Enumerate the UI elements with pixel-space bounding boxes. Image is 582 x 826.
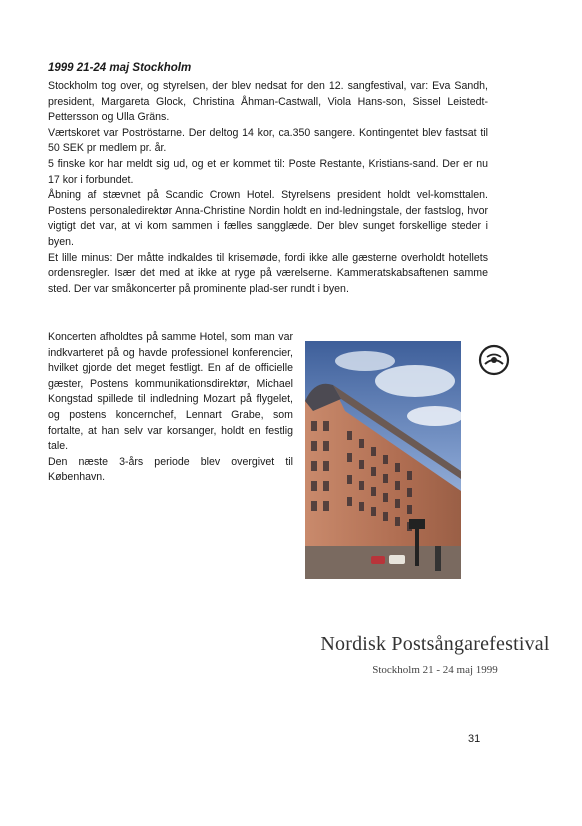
paragraph-opening: Åbning af stævnet på Scandic Crown Hotel. Styrelsens president holdt vel-komsttalen. Postens personaledirektør Anna-Christine Nordin holdt en ind-ledningstale, der fastslog, hvor vigtigt det var, at vi kom sammen i fælles sangglæde. Der blev sunget forskellige steder i byen. <box>48 189 488 248</box>
section-heading: 1999 21-24 maj Stockholm <box>48 62 192 74</box>
festival-emblem-icon <box>477 343 511 377</box>
main-text <box>48 79 488 297</box>
festival-subtitle: Stockholm 21 - 24 maj 1999 <box>372 664 498 676</box>
paragraph-board: Stockholm tog over, og styrelsen, der blev nedsat for den 12. sangfestival, var: Eva Sandh, president, Margareta Glock, Christina Åhman-Castwall, Viola Hans-son, Sissel Leistedt-Pettersson og Ulla Gräns. <box>48 80 488 124</box>
paragraph-next-period: Den næste 3-års periode blev overgivet til København. <box>48 455 293 484</box>
festival-title: Nordisk Postsångarefestival <box>320 633 550 655</box>
hotel-building-photo <box>305 341 461 579</box>
concert-text <box>48 330 293 486</box>
paragraph-membership: 5 finske kor har meldt sig ud, og et er kommet til: Poste Restante, Kristians-sand. Der er nu 17 kor i forbundet. <box>48 157 488 186</box>
paragraph-concert: Koncerten afholdtes på samme Hotel, som man var indkvarteret på og havde professionel konferencier, hvilket gjorde det meget festligt. En af de officielle gæster, Postens kommunikationsdirektør, Michael Kongstad spillede til indledning Mozart på flygelet, og postens koncernchef, Lennart Grabe, som fortalte, at han selv var korsanger, holdt en festlig tale. <box>48 331 293 453</box>
paragraph-minus: Et lille minus: Der måtte indkaldes til krisemøde, fordi ikke alle gæsterne overholdt hotellets ordensregler. Især det med at ikke at ryge på værelserne. Kammeratskabsaftenen samme sted. Der var småkoncerter på prominente plad-ser rundt i byen. <box>48 251 488 295</box>
page-number: 31 <box>468 733 481 745</box>
paragraph-host-choir: Værtskoret var Poströstarne. Der deltog 14 kor, ca.350 sangere. Kontingentet blev fastsat til 50 SEK pr medlem pr. år. <box>48 126 488 155</box>
